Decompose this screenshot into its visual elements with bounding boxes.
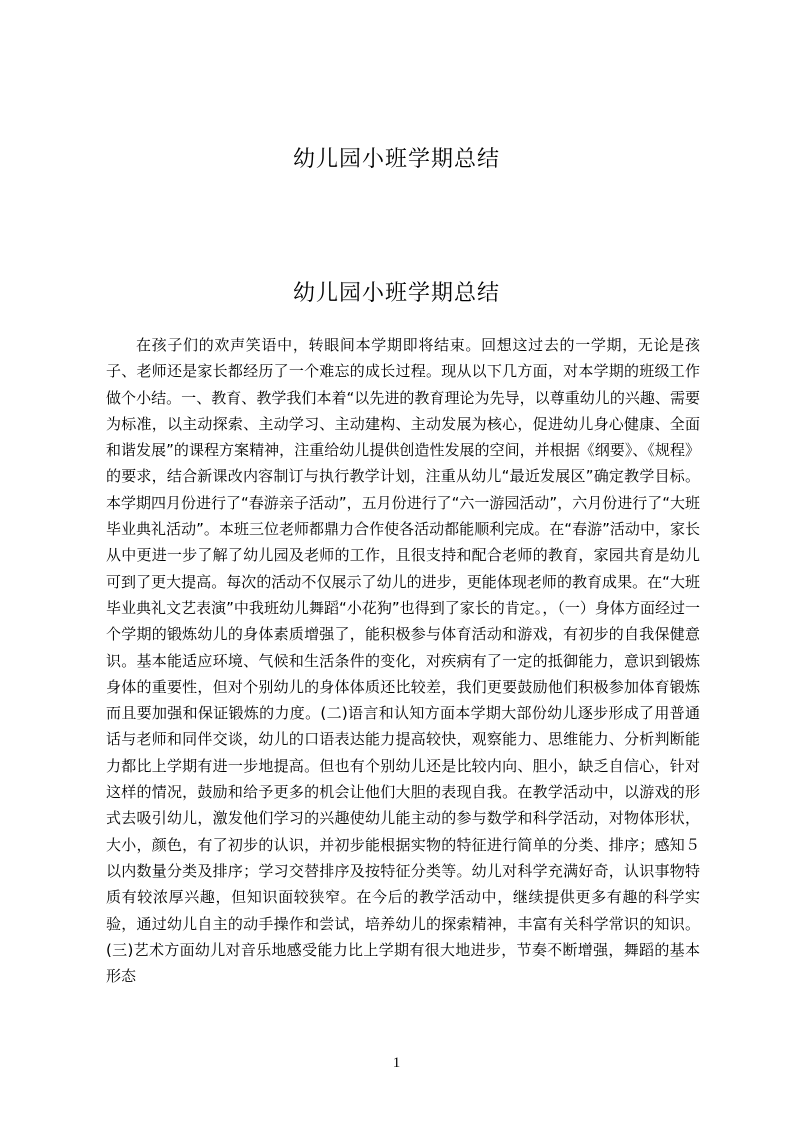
document-body-paragraph: 在孩子们的欢声笑语中，转眼间本学期即将结束。回想这过去的一学期，无论是孩子、老师还是家长都经历了一个难忘的成长过程。现从以下几方面，对本学期的班级工作做个小结。一、教育、教学我们本着“以先进的教育理论为先导，以尊重幼儿的兴趣、需要为标准，以主动探索、主动学习、主动建构、主动发展为核心，促进幼儿身心健康、全面和谐发展”的课程方案精神，注重给幼儿提供创造性发展的空间，并根据《纲要》、《规程》的要求，结合新课改内容制订与执行教学计划，注重从幼儿“最近发展区”确定教学目标。本学期四月份进行了“春游亲子活动”，五月份进行了“六一游园活动”，六月份进行了“大班毕业典礼活动”。本班三位老师都鼎力合作使各活动都能顺利完成。在“春游”活动中，家长从中更进一步了解了幼儿园及老师的工作，且很支持和配合老师的教育，家园共育是幼儿可到了更大提高。每次的活动不仅展示了幼儿的进步，更能体现老师的教育成果。在“大班毕业典礼文艺表演”中我班幼儿舞蹈“小花狗”也得到了家长的肯定。，（一）身体方面经过一个学期的锻炼幼儿的身体素质增强了，能积极参与体育活动和游戏，有初步的自我保健意识。基本能适应环境、气候和生活条件的变化，对疾病有了一定的抵御能力，意识到锻炼身体的重要性，但对个别幼儿的身体体质还比较差，我们更要鼓励他们积极参加体育锻炼而且要加强和保证锻炼的力度。(二)语言和认知方面本学期大部份幼儿逐步形成了用普通话与老师和同伴交谈，幼儿的口语表达能力提高较快，观察能力、思维能力、分析判断能力都比上学期有进一步地提高。但也有个别幼儿还是比较内向、胆小，缺乏自信心，针对这样的情况，鼓励和给予更多的机会让他们大胆的表现自我。在教学活动中，以游戏的形式去吸引幼儿，激发他们学习的兴趣使幼儿能主动的参与数学和科学活动，对物体形状，大小，颜色，有了初步的认识，并初步能根据实物的特征进行简单的分类、排序；感知５以内数量分类及排序；学习交替排序及按特征分类等。幼儿对科学充满好奇，认识事物特质有较浓厚兴趣，但知识面较狭窄。在今后的教学活动中，继续提供更多有趣的科学实验，通过幼儿自主的动手操作和尝试，培养幼儿的探索精神，丰富有关科学常识的知识。(三)艺术方面幼儿对音乐地感受能力比上学期有很大地进步，节奏不断增强，舞蹈的基本形态 bbox=[106, 336, 700, 986]
document-header-title: 幼儿园小班学期总结 bbox=[292, 147, 500, 172]
page-number: 1 bbox=[392, 1055, 401, 1071]
document-title: 幼儿园小班学期总结 bbox=[292, 281, 500, 306]
